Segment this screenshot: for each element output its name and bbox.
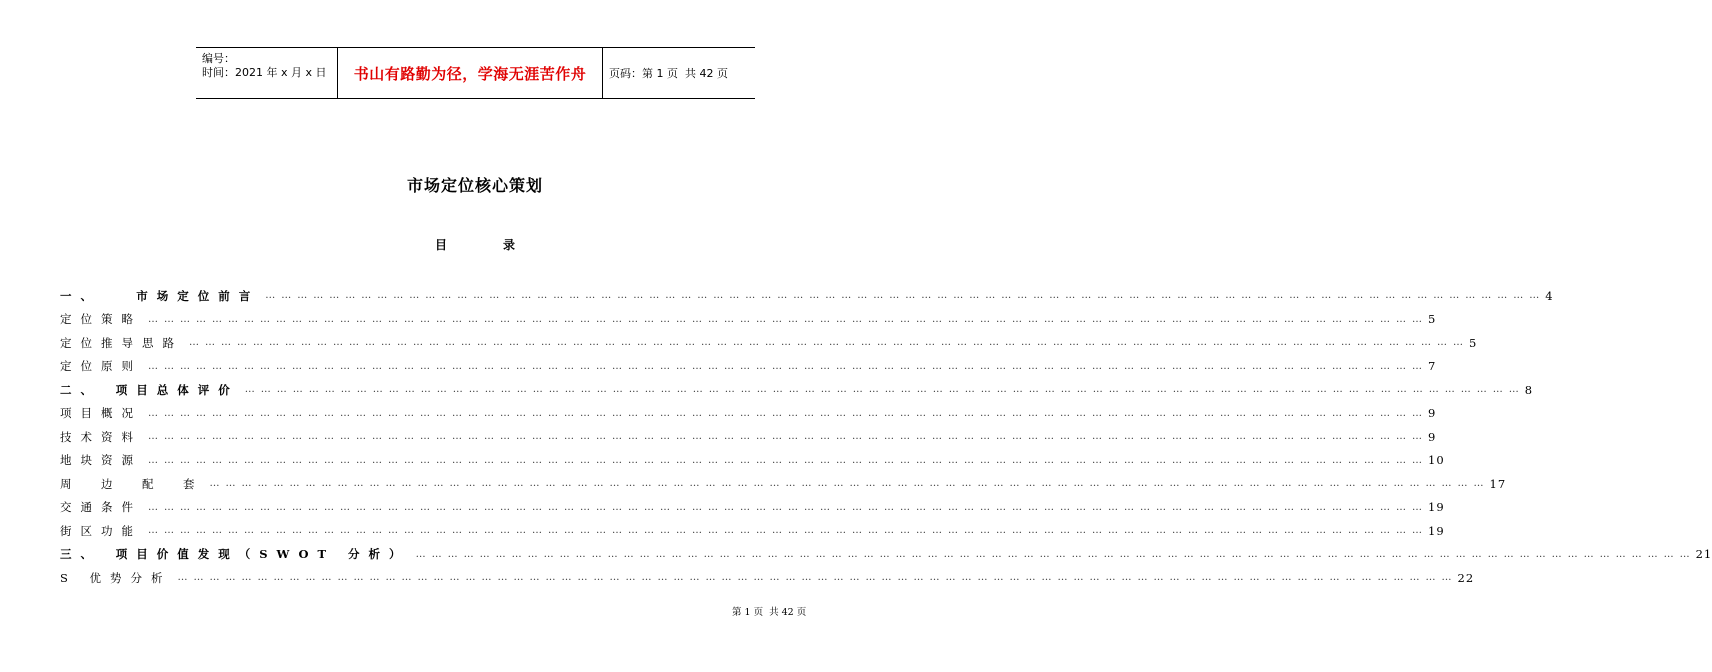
toc-leader: …………………………………………………………………………………………………………………………………………………………………………………………………………………… [148,525,1428,537]
toc-row[interactable] [60,472,1507,496]
toc-label: S 优势分析 [60,570,178,586]
toc-leader: …………………………………………………………………………………………………………………………………………………………………………………………………………………… [148,360,1428,372]
toc-row[interactable] [60,355,1437,379]
toc-page: 19 [1428,523,1445,538]
toc-leader: …………………………………………………………………………………………………………………………………………………………………………………………………………………… [415,548,1696,560]
table-of-contents [60,284,1712,590]
toc-heading [0,236,950,253]
toc-leader: …………………………………………………………………………………………………………………………………………………………………………………………………………………… [244,384,1525,396]
toc-page: 4 [1545,288,1554,303]
toc-row[interactable] [60,543,1712,567]
toc-page: 22 [1457,570,1475,585]
header-page-info [603,48,755,98]
toc-leader: …………………………………………………………………………………………………………………………………………………………………………………………………………………… [148,431,1428,443]
toc-row[interactable] [60,519,1445,543]
toc-label: 技术资料 [60,429,148,445]
toc-page: 10 [1428,453,1445,468]
toc-leader: …………………………………………………………………………………………………………………………………………………………………………………………………………………… [148,501,1428,513]
toc-label: 项目概况 [60,405,148,421]
toc-label: 周 边 配 套 [60,476,210,492]
toc-page: 5 [1428,312,1437,327]
toc-row[interactable] [60,331,1478,355]
toc-row[interactable] [60,449,1445,473]
toc-row[interactable] [60,402,1437,426]
toc-row[interactable] [60,566,1475,590]
toc-leader: …………………………………………………………………………………………………………………………………………………………………………………………………………………… [148,407,1428,419]
toc-label: 定位推导思路 [60,335,189,351]
toc-page: 9 [1428,406,1437,421]
toc-label: 定位原则 [60,358,148,374]
toc-leader: …………………………………………………………………………………………………………………………………………………………………………………………………………………… [148,313,1428,325]
toc-page: 21 [1695,547,1712,562]
toc-leader: …………………………………………………………………………………………………………………………………………………………………………………………………………………… [148,454,1428,466]
toc-leader: …………………………………………………………………………………………………………………………………………………………………………………………………………………… [189,337,1469,349]
page-footer: 第 1 页 共 42 页 [732,607,807,618]
toc-page: 19 [1428,500,1445,515]
toc-row[interactable] [60,378,1534,402]
toc-label: 街区功能 [60,523,148,539]
toc-leader: …………………………………………………………………………………………………………………………………………………………………………………………………………………… [265,290,1546,302]
toc-page: 5 [1469,335,1478,350]
toc-label: 一、 市场定位前言 [60,288,265,304]
toc-leader: …………………………………………………………………………………………………………………………………………………………………………………………………………………… [209,478,1490,490]
toc-page: 9 [1428,429,1437,444]
toc-row[interactable] [60,496,1445,520]
toc-label: 交通条件 [60,499,148,515]
toc-page: 17 [1489,476,1507,491]
toc-page: 7 [1428,359,1437,374]
header-motto: 书山有路勤为径，学海无涯苦作舟 [338,48,603,98]
document-title: 市场定位核心策划 [406,176,543,195]
toc-row[interactable] [60,284,1554,308]
toc-row[interactable] [60,308,1437,332]
page-header [196,47,755,99]
page-info-text: 页码：第 1 页 共 42 页 [609,67,728,80]
toc-leader: …………………………………………………………………………………………………………………………………………………………………………………………………………………… [177,572,1458,584]
toc-label: 三、 项目价值发现（SWOT 分析） [60,546,416,562]
toc-label: 地块资源 [60,452,148,468]
toc-label: 定位策略 [60,311,148,327]
toc-heading-char-2: 录 [503,238,516,252]
toc-row[interactable] [60,425,1437,449]
time-label: 时间：2021 年 x 月 x 日 [202,66,327,79]
toc-label: 二、 项目总体评价 [60,382,245,398]
toc-page: 8 [1524,382,1534,397]
number-label: 编号： [202,52,235,65]
header-meta [196,48,338,98]
toc-heading-char-1: 目 [434,238,447,252]
